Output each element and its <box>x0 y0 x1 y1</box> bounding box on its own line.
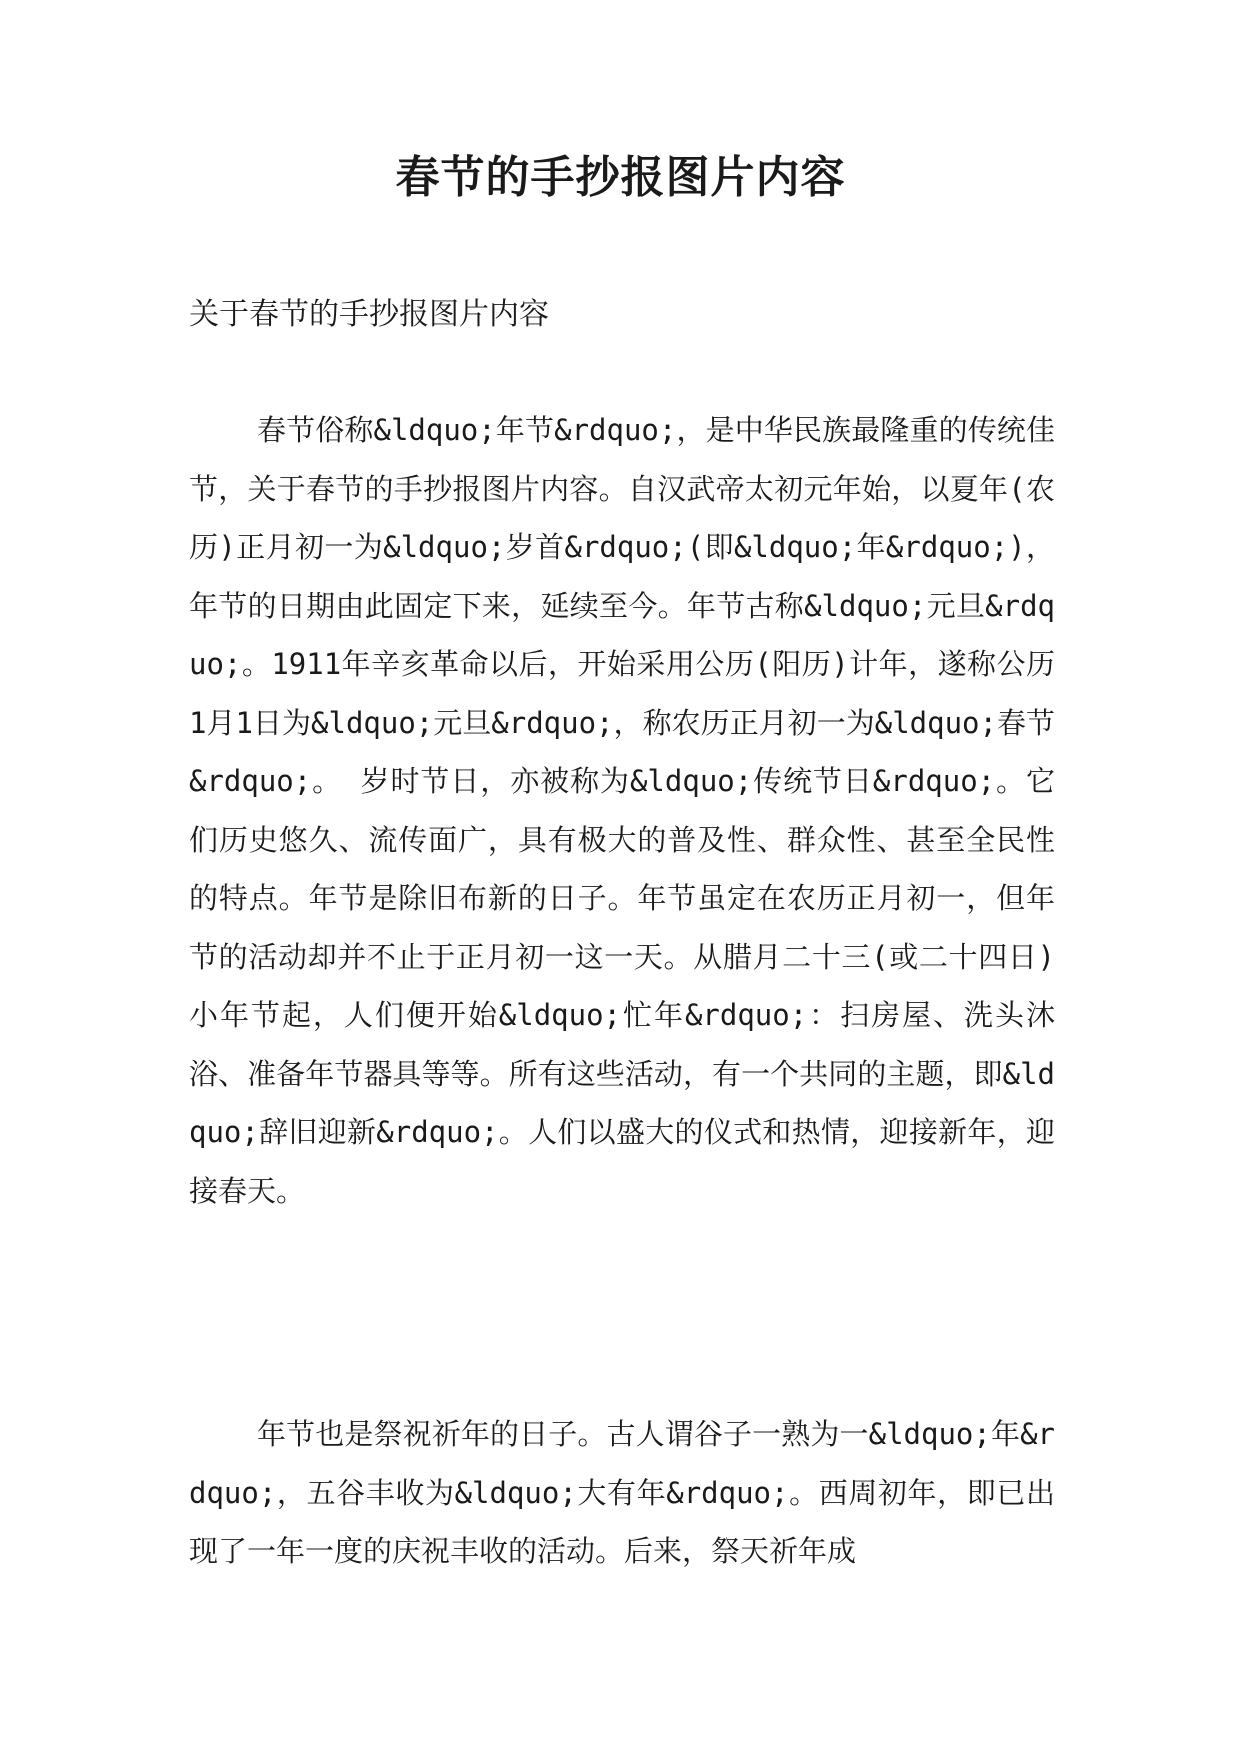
document-subtitle: 关于春节的手抄报图片内容 <box>189 297 549 332</box>
page-title: 春节的手抄报图片内容 <box>395 152 846 203</box>
paragraph-2: 年节也是祭祝祈年的日子。古人谓谷子一熟为一&ldquo;年&rdquo;，五谷丰收为&ldquo;大有年&rdquo;。西周初年，即已出现了一年一度的庆祝丰收的活动。后来，祭天祈年成 <box>189 1417 1055 1568</box>
paragraph-1: 春节俗称&ldquo;年节&rdquo;，是中华民族最隆重的传统佳节，关于春节的手抄报图片内容。自汉武帝太初元年始，以夏年(农历)正月初一为&ldquo;岁首&rdquo;(即&ldquo;年&rdquo;)，年节的日期由此固定下来，延续至今。年节古称&ldquo;元旦&rdquo;。1911年辛亥革命以后，开始采用公历(阳历)计年，遂称公历1月1日为&ldquo;元旦&rdquo;，称农历正月初一为&ldquo;春节&rdquo;。 岁时节日，亦被称为&ldquo;传统节日&rdquo;。它们历史悠久、流传面广，具有极大的普及性、群众性、甚至全民性的特点。年节是除旧布新的日子。年节虽定在农历正月初一，但年节的活动却并不止于正月初一这一天。从腊月二十三(或二十四日)小年节起，人们便开始&ldquo;忙年&rdquo;：扫房屋、洗头沐浴、准备年节器具等等。所有这些活动，有一个共同的主题，即&ldquo;辞旧迎新&rdquo;。人们以盛大的仪式和热情，迎接新年，迎接春天。 <box>189 413 1055 1208</box>
